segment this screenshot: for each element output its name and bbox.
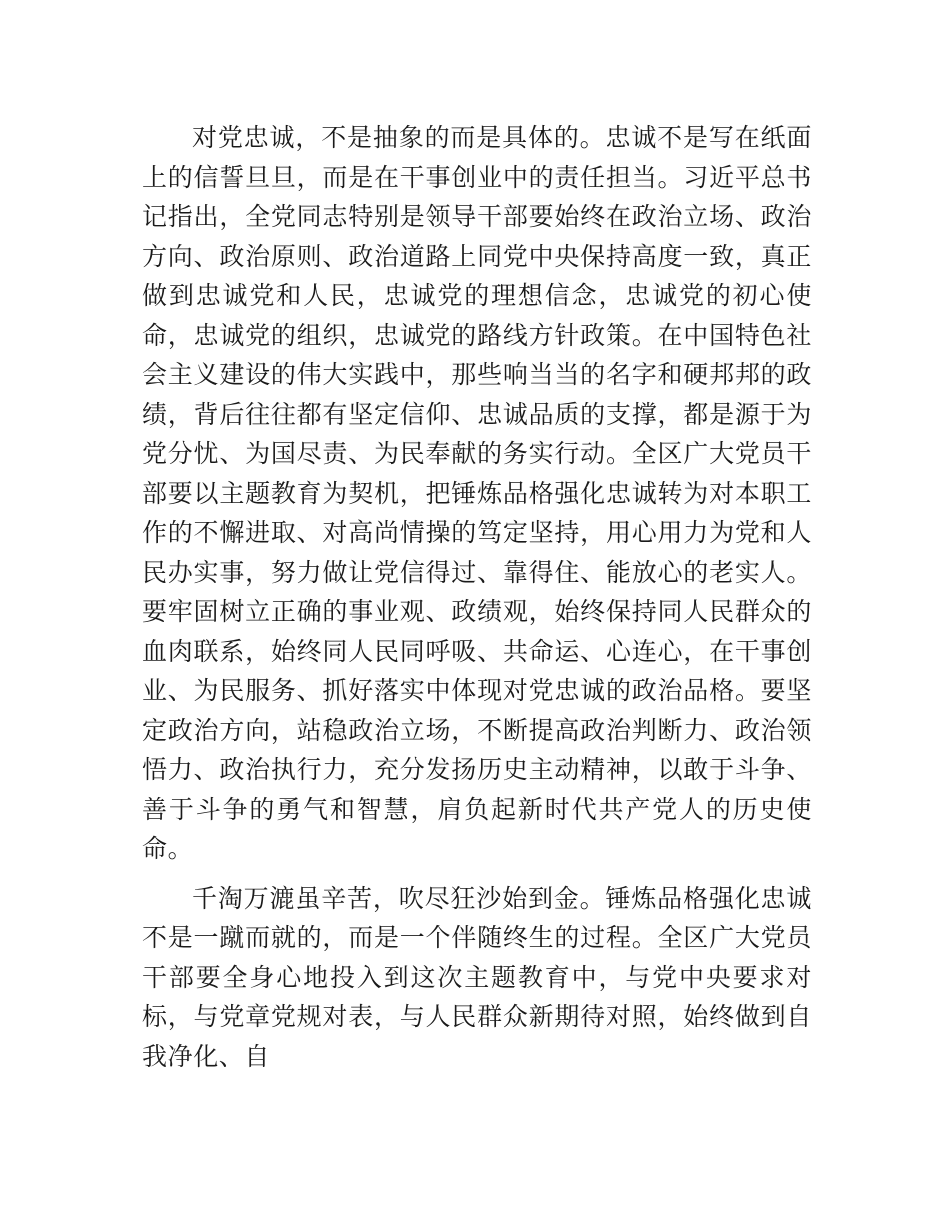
paragraph-1: 对党忠诚，不是抽象的而是具体的。忠诚不是写在纸面上的信誓旦旦，而是在干事创业中的责任担当。习近平总书记指出，全党同志特别是领导干部要始终在政治立场、政治方向、政治原则、政治道路上同党中央保持高度一致，真正做到忠诚党和人民，忠诚党的理想信念，忠诚党的初心使命，忠诚党的组织，忠诚党的路线方针政策。在中国特色社会主义建设的伟大实践中，那些响当当的名字和硬邦邦的政绩，背后往往都有坚定信仰、忠诚品质的支撑，都是源于为党分忧、为国尽责、为民奉献的务实行动。全区广大党员干部要以主题教育为契机，把锤炼品格强化忠诚转为对本职工作的不懈进取、对高尚情操的笃定坚持，用心用力为党和人民办实事，努力做让党信得过、靠得住、能放心的老实人。要牢固树立正确的事业观、政绩观，始终保持同人民群众的血肉联系，始终同人民同呼吸、共命运、心连心，在干事创业、为民服务、抓好落实中体现对党忠诚的政治品格。要坚定政治方向，站稳政治立场，不断提高政治判断力、政治领悟力、政治执行力，充分发扬历史主动精神，以敢于斗争、善于斗争的勇气和智慧，肩负起新时代共产党人的历史使命。: [142, 123, 812, 863]
document-body: [142, 118, 812, 1076]
paragraph-2: 千淘万漉虽辛苦，吹尽狂沙始到金。锤炼品格强化忠诚不是一蹴而就的，而是一个伴随终生的过程。全区广大党员干部要全身心地投入到这次主题教育中，与党中央要求对标，与党章党规对表，与人民群众新期待对照，始终做到自我净化、自: [142, 883, 812, 1071]
